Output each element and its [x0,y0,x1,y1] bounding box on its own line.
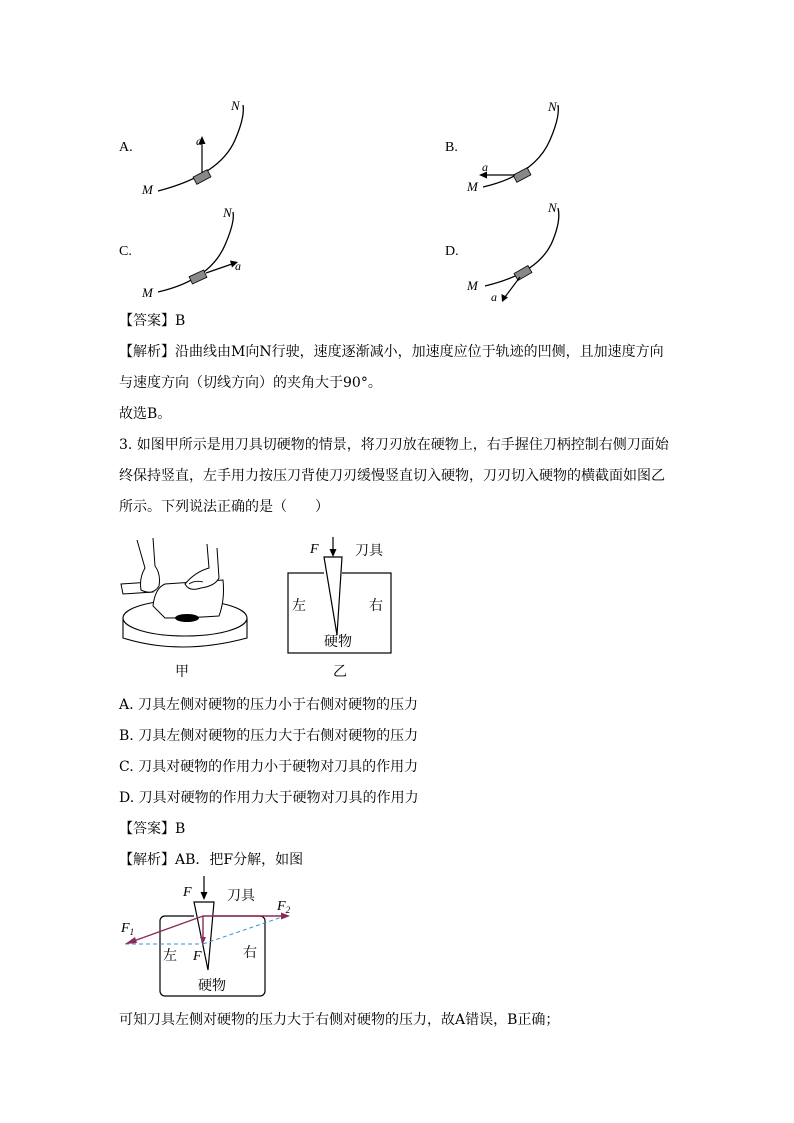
analysis-q2-line1: 【解析】沿曲线由M向N行驶，速度逐渐减小，加速度应位于轨迹的凹侧，且加速度方向 [119,344,664,360]
q3-option-d: D. 刀具对硬物的作用力大于硬物对刀具的作用力 [119,790,419,806]
accel-label-b: a [482,160,488,174]
point-m-label-b: M [467,179,478,194]
analysis-q3-line1: 【解析】AB．把F分解，如图 [119,852,304,868]
q3-option-c: C. 刀具对硬物的作用力小于硬物对刀具的作用力 [119,759,419,775]
force-f1-label: $F_1$ [121,921,135,937]
object-label: 硬物 [324,634,352,650]
force-f-label: F [310,542,319,557]
point-m-label-a: M [142,182,153,197]
knife-label: 刀具 [355,543,383,559]
option-c-figure [140,200,260,302]
point-n-label-b: N [548,99,557,114]
analysis-object-label: 硬物 [198,978,226,994]
point-n-label-d: N [548,200,557,215]
point-n-label-c: N [223,205,232,220]
point-m-label-c: M [142,285,153,300]
right-label: 右 [369,598,383,614]
question3-line3: 所示。下列说法正确的是（ ） [119,499,329,515]
figure-jia-caption: 甲 [175,664,189,680]
accel-label-a: a [196,134,202,148]
figure-jia-cutting-scene [115,538,255,663]
q3-option-a: A. 刀具左侧对硬物的压力小于右侧对硬物的压力 [119,697,419,713]
answer-q3: 【答案】B [119,821,186,837]
conclusion-q2: 故选B。 [119,406,172,422]
option-d-label: D. [445,244,459,259]
left-label: 左 [292,598,306,614]
point-m-label-d: M [467,278,478,293]
analysis-knife-label: 刀具 [227,888,255,904]
option-d-figure [465,198,585,306]
figure-yi-caption: 乙 [333,664,347,680]
option-b-figure [465,95,585,200]
option-a-label: A. [119,140,133,155]
analysis-right-label: 右 [243,945,257,961]
option-b-label: B. [445,140,458,155]
question3-line2: 终保持竖直，左手用力按压刀背使刀刃缓慢竖直切入硬物，刀刃切入硬物的横截面如图乙 [119,468,665,484]
analysis-q2-line2: 与速度方向（切线方向）的夹角大于90°。 [119,375,382,391]
point-n-label-a: N [231,98,240,113]
answer-q2: 【答案】B [119,313,186,329]
accel-label-d: a [491,290,497,304]
analysis-force-f: F [183,885,192,900]
option-a-figure [140,95,260,200]
figure-yi-cross-section [280,535,400,660]
analysis-force-f-center: F [193,949,202,964]
option-c-label: C. [119,244,132,259]
accel-label-c: a [235,259,241,273]
analysis-force-diagram [115,872,305,1002]
q3-option-b: B. 刀具左侧对硬物的压力大于右侧对硬物的压力 [119,728,419,744]
question3-line1: 3. 如图甲所示是用刀具切硬物的情景，将刀刃放在硬物上，右手握住刀柄控制右侧刀面始 [119,437,669,453]
analysis-q3-line2: 可知刀具左侧对硬物的压力大于右侧对硬物的压力，故A错误，B正确； [119,1012,560,1028]
force-f2-label: $F_2$ [277,899,291,915]
analysis-left-label: 左 [163,948,177,964]
